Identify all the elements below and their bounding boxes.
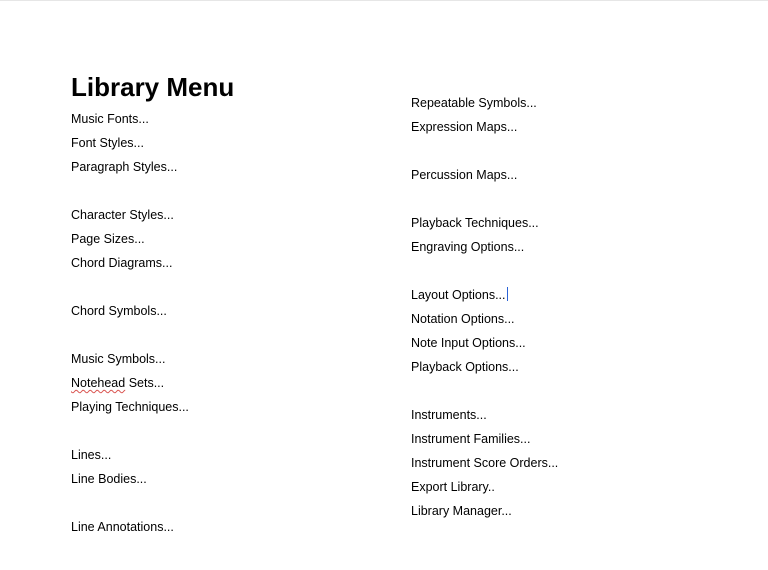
menu-item-instruments[interactable]: Instruments...: [411, 408, 487, 422]
menu-item-playing-techniques[interactable]: Playing Techniques...: [71, 400, 189, 414]
menu-item-percussion-maps[interactable]: Percussion Maps...: [411, 168, 518, 182]
menu-item-music-fonts[interactable]: Music Fonts...: [71, 112, 149, 126]
menu-item-notehead-sets[interactable]: [71, 375, 164, 391]
menu-item-playback-options[interactable]: Playback Options...: [411, 360, 519, 374]
menu-item-lines[interactable]: Lines...: [71, 448, 112, 462]
menu-item-instrument-score-orders[interactable]: Instrument Score Orders...: [411, 456, 559, 470]
menu-item-page-sizes[interactable]: Page Sizes...: [71, 232, 145, 246]
menu-item-paragraph-styles[interactable]: Paragraph Styles...: [71, 160, 178, 174]
menu-item-line-bodies[interactable]: Line Bodies...: [71, 472, 147, 486]
menu-item-label-rest: Sets...: [125, 376, 165, 390]
menu-item-layout-options[interactable]: [411, 287, 508, 303]
menu-item-export-library[interactable]: Export Library..: [411, 480, 495, 494]
menu-item-engraving-options[interactable]: Engraving Options...: [411, 240, 525, 254]
menu-item-chord-symbols[interactable]: Chord Symbols...: [71, 304, 167, 318]
menu-item-playback-techniques[interactable]: Playback Techniques...: [411, 216, 539, 230]
page-title: Library Menu: [71, 72, 235, 102]
menu-item-line-annotations[interactable]: Line Annotations...: [71, 520, 174, 534]
menu-item-expression-maps[interactable]: Expression Maps...: [411, 120, 518, 134]
menu-item-note-input-options[interactable]: Note Input Options...: [411, 336, 526, 350]
menu-item-repeatable-symbols[interactable]: Repeatable Symbols...: [411, 96, 537, 110]
menu-item-label: Layout Options...: [411, 288, 506, 302]
top-divider: [0, 0, 768, 1]
menu-item-instrument-families[interactable]: Instrument Families...: [411, 432, 531, 446]
menu-item-library-manager[interactable]: Library Manager...: [411, 504, 512, 518]
text-cursor: [507, 287, 508, 301]
menu-item-music-symbols[interactable]: Music Symbols...: [71, 352, 166, 366]
menu-item-character-styles[interactable]: Character Styles...: [71, 208, 174, 222]
menu-item-chord-diagrams[interactable]: Chord Diagrams...: [71, 256, 173, 270]
menu-item-notation-options[interactable]: Notation Options...: [411, 312, 515, 326]
menu-item-font-styles[interactable]: Font Styles...: [71, 136, 144, 150]
spellcheck-word: Notehead: [71, 376, 126, 390]
